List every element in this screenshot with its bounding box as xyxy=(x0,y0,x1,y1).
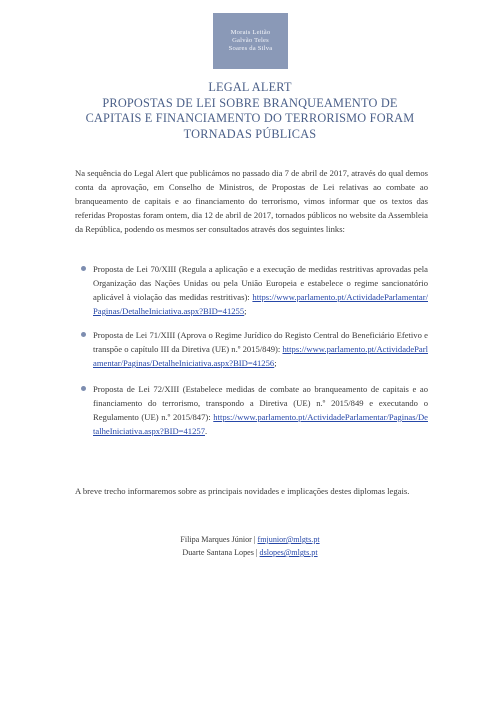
bullet-icon xyxy=(81,386,86,391)
title-label: LEGAL ALERT xyxy=(208,80,292,94)
proposal-link[interactable]: https://www.parlamento.pt/ActividadeParlamentar/Paginas/DetalheIniciativa.aspx?BID=41257 xyxy=(93,412,428,436)
title-line-2: CAPITAIS E FINANCIAMENTO DO TERRORISMO FORAM xyxy=(85,111,415,125)
author-name: Filipa Marques Júnior | xyxy=(180,535,258,544)
proposal-link[interactable]: https://www.parlamento.pt/ActividadeParlamentar/Paginas/DetalheIniciativa.aspx?BID=41255 xyxy=(93,292,428,316)
proposal-tail: ; xyxy=(244,306,247,316)
title-line-3: TORNADAS PÚBLICAS xyxy=(183,126,317,141)
signature-line xyxy=(100,533,400,546)
signature-block xyxy=(100,533,400,559)
bullet-icon xyxy=(81,332,86,337)
author-email-link[interactable]: fmjunior@mlgts.pt xyxy=(257,535,320,544)
firm-logo xyxy=(213,13,288,69)
list-item xyxy=(93,382,428,438)
list-item xyxy=(93,262,428,318)
intro-paragraph: Na sequência do Legal Alert que publicámos no passado dia 7 de abril de 2017, através do qual demos conta da aprovação, em Conselho de Ministros, de Propostas de Lei relativas ao combate ao branqueamento de capitais e ao financiamento do terrorismo, vimos informar que os textos das referidas Propostas foram ontem, dia 12 de abril de 2017, tornados públicos no website da Assembleia da República, podendo os mesmos ser consultados através dos seguintes links: xyxy=(75,168,428,234)
proposals-list xyxy=(93,262,428,448)
bullet-icon xyxy=(81,266,86,271)
proposal-description: Proposta de Lei 70/XIII (Regula a aplicação e a execução de medidas restritivas aprovadas pela Organização das Nações Unidas ou pela União Europeia e estabelece o regime sancionatório aplicável à violação das medidas restritivas): xyxy=(93,264,428,302)
author-email-link[interactable]: dslopes@mlgts.pt xyxy=(259,548,318,557)
proposal-tail: . xyxy=(205,426,208,436)
logo-line-2: Galvão Teles xyxy=(232,37,269,44)
author-name: Duarte Santana Lopes | xyxy=(182,548,260,557)
logo-line-3: Soares da Silva xyxy=(228,45,273,52)
signature-line xyxy=(100,546,400,559)
proposal-description: Proposta de Lei 71/XIII (Aprova o Regime Jurídico do Registo Central do Beneficiário Efetivo e transpõe o capítulo III da Diretiva (UE) n.º 2015/849): xyxy=(93,330,428,354)
title-line-1: PROPOSTAS DE LEI SOBRE BRANQUEAMENTO DE xyxy=(102,95,398,110)
list-item xyxy=(93,328,428,370)
document-title xyxy=(60,80,440,142)
logo-line-1: Morais Leitão xyxy=(230,29,271,36)
proposal-tail: ; xyxy=(274,358,277,368)
proposal-link[interactable]: https://www.parlamento.pt/ActividadeParlamentar/Paginas/DetalheIniciativa.aspx?BID=41256 xyxy=(93,344,428,368)
closing-paragraph: A breve trecho informaremos sobre as principais novidades e implicações destes diplomas legais. xyxy=(75,486,410,496)
proposal-description: Proposta de Lei 72/XIII (Estabelece medidas de combate ao branqueamento de capitais e ao financiamento do terrorismo, transpondo a Diretiva (UE) n.º 2015/849 e executando o Regulamento (UE) n.º 2015/847): xyxy=(93,384,428,422)
